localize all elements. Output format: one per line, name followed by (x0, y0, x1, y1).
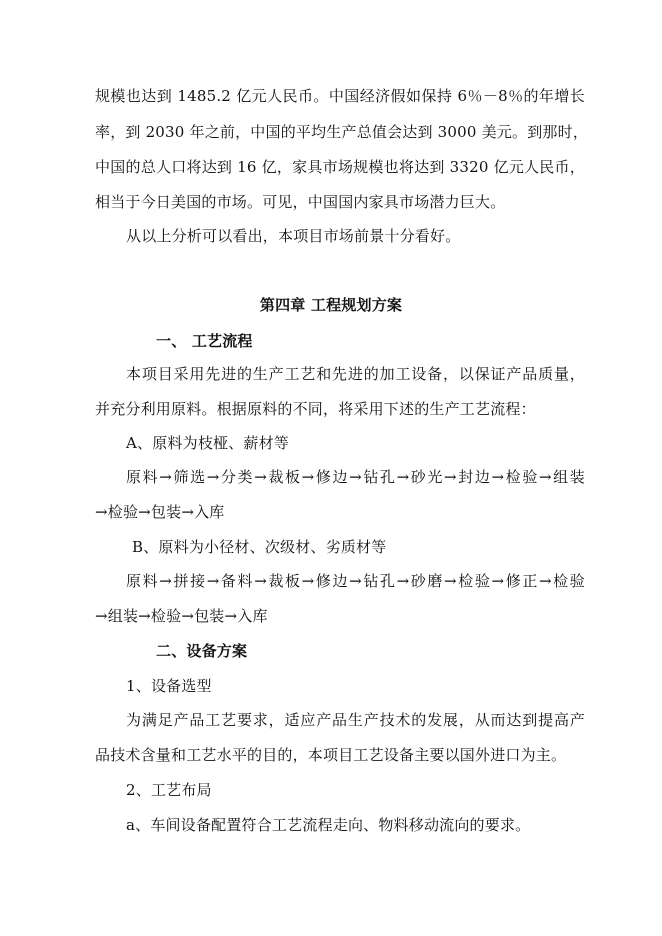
paragraph-1-line-2: 率，到 2030 年之前，中国的平均生产总值会达到 3000 美元。到那时， (95, 123, 589, 141)
paragraph-1-line-4: 相当于今日美国的市场。可见，中国国内家具市场潜力巨大。 (95, 193, 506, 211)
paragraph-1-line-3: 中国的总人口将达到 16 亿，家具市场规模也将达到 3320 亿元人民币， (95, 158, 585, 176)
flow-a-line-1: 原料→筛选→分类→裁板→修边→钻孔→砂光→封边→检验→组装 (126, 468, 585, 486)
flow-a-line-2: →检验→包装→入库 (95, 503, 225, 521)
subsection-1-text-line-1: 为满足产品工艺要求，适应产品生产技术的发展，从而达到提高产 (126, 711, 585, 729)
section-1-intro-line-2: 并充分利用原料。根据原料的不同，将采用下述的生产工艺流程： (95, 400, 536, 418)
chapter-title: 第四章 工程规划方案 (259, 296, 403, 314)
flow-a-label: A、原料为枝桠、薪材等 (126, 434, 290, 452)
subsection-1-text-line-2: 品技术含量和工艺水平的目的，本项目工艺设备主要以国外进口为主。 (95, 746, 567, 764)
flow-b-line-2: →组装→检验→包装→入库 (95, 607, 268, 625)
subsection-2-label: 2、工艺布局 (126, 781, 212, 799)
paragraph-1-line-1: 规模也达到 1485.2 亿元人民币。中国经济假如保持 6％－8％的年增长 (95, 87, 585, 105)
subsection-2-item-a: a、车间设备配置符合工艺流程走向、物料移动流向的要求。 (126, 816, 531, 834)
flow-b-line-1: 原料→拼接→备料→裁板→修边→钻孔→砂磨→检验→修正→检验 (126, 572, 585, 590)
section-1-intro-line-1: 本项目采用先进的生产工艺和先进的加工设备，以保证产品质量， (126, 365, 585, 383)
flow-b-label: B、原料为小径材、次级材、劣质材等 (132, 538, 387, 556)
section-2-heading: 二、设备方案 (156, 642, 248, 660)
paragraph-2: 从以上分析可以看出，本项目市场前景十分看好。 (126, 227, 461, 245)
subsection-1-label: 1、设备选型 (126, 677, 212, 695)
section-1-heading: 一、 工艺流程 (156, 332, 253, 350)
